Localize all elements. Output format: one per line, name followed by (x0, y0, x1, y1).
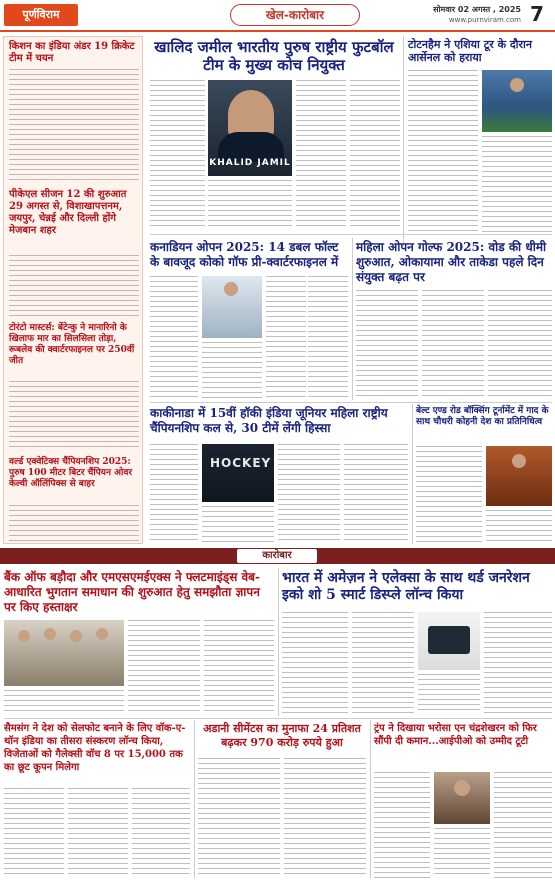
body-golf-2 (422, 290, 484, 400)
body-aquatics (9, 505, 139, 541)
divider (150, 402, 552, 403)
body-canadian-4 (308, 276, 348, 398)
body-khalid-4 (350, 80, 400, 228)
body-bank-3 (204, 620, 274, 714)
person-head (44, 628, 56, 640)
photo-coco-gauff (202, 276, 262, 338)
body-kakinada-1 (150, 444, 198, 544)
body-bank-1 (4, 690, 124, 714)
headline-tottenham: टोटनहैम ने एशिया टूर के दौरान आर्सेनल को हराया (408, 38, 532, 64)
divider (4, 718, 552, 719)
headline-samsung: सैमसंग ने देश को सेलफोट बनाने के लिए वॉक-ए-थॉन इंडिया का तीसरा संस्करण लॉन्च किया, विजेताओं को गैलेक्सी वॉच 8 पर 15,000 तक का छूट कूपन मिलेगा (4, 723, 186, 773)
headline-bank: बैंक ऑफ बड़ौदा और एमएसएमईएक्स ने फ्लटमाइंड्स वेब-आधारित भुगतान समाधान की शुरुआत हेतु समझौता ज्ञापन पर किए हस्ताक्षर (4, 570, 260, 614)
headline-toronto: टोरंटो मास्टर्स: बेंटेन्कु ने मानारिनो के खिलाफ मार का सिलसिला तोड़ा, रूबलेव की क्वार्टरफाइनल पर 250वीं जीत (9, 323, 135, 366)
issue-date: सोमवार 02 अगस्त , 2025 (433, 5, 521, 14)
person-head (96, 628, 108, 640)
body-khalid-3 (296, 80, 346, 228)
photo-chandrasekaran (434, 772, 490, 824)
body-kakinada-4 (344, 444, 408, 544)
body-canadian-3 (266, 276, 306, 398)
person-head (18, 630, 30, 642)
body-toronto (9, 381, 139, 451)
photo-echo-show (418, 612, 480, 670)
device-screen (428, 626, 470, 654)
body-bank-2 (128, 620, 200, 714)
body-adani-1 (198, 758, 280, 878)
headline-pickleball: पीकेएल सीजन 12 की शुरुआत 29 अगस्त से, विशाखापत्तनम, जयपुर, चेन्नई और दिल्ली होंगे मेजबान शहर (9, 189, 127, 236)
headline-kakinada: काकीनाडा में 15वीं हॉकी इंडिया जूनियर महिला राष्ट्रीय चैंपियनशिप कल से, 30 टीमें लेंगी हिस्सा (150, 406, 388, 435)
body-amazon-2 (352, 612, 414, 714)
body-pickleball (9, 255, 139, 319)
body-samsung-1 (4, 788, 64, 878)
headline-canadian: कनाडियन ओपन 2025: 14 डबल फॉल्ट के बावजूद कोको गॉफ प्री-क्वार्टरफाइनल में (150, 240, 339, 269)
headline-belt: बेल्ट एण्ड रोड बॉक्सिंग टूर्नामेंट में गाद के साथ चौधरी कोहनी देश का प्रतिनिधित्व (416, 406, 549, 427)
section-title: खेल-कारोबार (230, 4, 360, 26)
divider (352, 238, 353, 400)
brand-badge: पूर्णविराम (4, 4, 78, 26)
body-samsung-3 (132, 788, 190, 878)
body-adani-2 (284, 758, 366, 878)
player-head (224, 282, 238, 296)
body-kakinada-3 (278, 444, 340, 544)
headline-amazon: भारत में अमेज़न ने एलेक्सा के साथ थर्ड जनरेशन इको शो 5 स्मार्ट डिस्प्ले लॉन्च किया (282, 570, 530, 603)
body-khalid-1 (150, 80, 205, 228)
body-belt-1 (416, 446, 482, 544)
left-column (3, 36, 143, 544)
page-number: 7 (530, 2, 544, 26)
photo-bank-signing (4, 620, 124, 686)
body-khalid-2 (208, 180, 292, 228)
body-canadian-1 (150, 276, 198, 398)
body-golf-3 (488, 290, 552, 400)
headline-khalid: खालिद जमील भारतीय पुरुष राष्ट्रीय फुटबॉल टीम के मुख्य कोच नियुक्त (154, 38, 394, 74)
body-trump-2 (434, 828, 490, 878)
photo-label-hockey: HOCKEY (210, 456, 272, 470)
page-header (0, 0, 555, 32)
photo-tottenham (482, 70, 552, 132)
karobar-label: कारोबार (237, 549, 317, 563)
divider (194, 720, 195, 878)
player-head (512, 454, 526, 468)
body-belt-2 (486, 510, 552, 544)
photo-khalid-jamil (208, 80, 292, 176)
photo-boxer (486, 446, 552, 506)
headline-aquatics: वर्ल्ड एक्वेटिक्स चैंपियनशिप 2025: पुरुष 100 मीटर बिटर चैंपियन ओवर केल्वी ऑलिंपिक्स से बाहर (9, 457, 133, 489)
divider (403, 36, 404, 246)
body-canadian-2 (202, 342, 262, 398)
body-trump-3 (494, 772, 552, 878)
divider (150, 234, 552, 235)
divider (278, 568, 279, 716)
headline-women-golf: महिला ओपन गोल्फ 2025: वोड की धीमी शुरुआत, ओकायामा और ताकेडा पहले दिन संयुक्त बढ़त पर (356, 240, 547, 284)
body-trump-1 (374, 772, 430, 878)
person-head (454, 780, 470, 796)
headline-trump: ट्रंप ने दिखाया भरोसा एन चंद्रशेखरन को फिर सौंपी दी कमान...आईपीओ को उम्मीद टूटी (374, 723, 537, 747)
body-amazon-3 (418, 674, 480, 714)
divider (412, 404, 413, 544)
photo-label-khalid: KHALID JAMIL (209, 158, 291, 168)
photo-hockey (202, 444, 274, 502)
headline-kishan: किशन का इंडिया अंडर 19 क्रिकेट टीम में चयन (9, 41, 135, 64)
body-samsung-2 (68, 788, 128, 878)
body-golf-1 (356, 290, 418, 400)
body-tottenham-2 (482, 136, 552, 232)
karobar-band (0, 548, 555, 564)
headline-adani: अडानी सीमेंटस का मुनाफा 24 प्रतिशत बढ़कर 970 करोड़ रुपये हुआ (203, 722, 361, 749)
body-kishan (9, 69, 139, 184)
body-amazon-1 (282, 612, 348, 714)
site-url: www.purnviram.com (448, 16, 521, 24)
body-tottenham-1 (408, 70, 478, 232)
player-head (510, 78, 524, 92)
person-head (70, 630, 82, 642)
body-amazon-4 (484, 612, 552, 714)
body-kakinada-2 (202, 506, 274, 544)
divider (370, 720, 371, 878)
